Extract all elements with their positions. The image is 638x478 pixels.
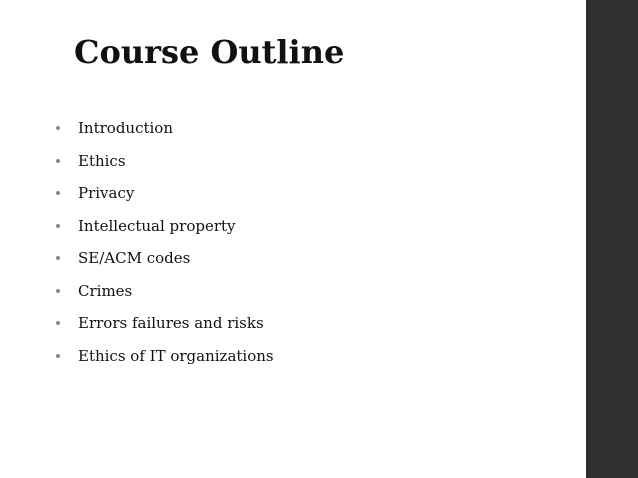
list-item-text: Ethics [78, 151, 126, 170]
list-item-text: Crimes [78, 281, 133, 300]
list-item-text: Errors failures and risks [78, 314, 264, 333]
bullet-dot-icon [56, 321, 60, 325]
bullet-dot-icon [56, 159, 60, 163]
bullet-list [54, 112, 274, 372]
list-item-text: SE/ACM codes [78, 249, 191, 268]
list-item [54, 145, 274, 178]
list-item-text: Introduction [78, 119, 173, 138]
list-item-text: Ethics of IT organizations [78, 346, 274, 365]
list-item [54, 307, 274, 340]
bullet-dot-icon [56, 354, 60, 358]
bullet-dot-icon [56, 126, 60, 130]
list-item [54, 275, 274, 308]
list-item [54, 177, 274, 210]
list-item [54, 242, 274, 275]
bullet-dot-icon [56, 224, 60, 228]
list-item [54, 340, 274, 373]
side-decoration-bar [586, 0, 638, 478]
bullet-dot-icon [56, 256, 60, 260]
slide-title: Course Outline [74, 33, 345, 71]
list-item-text: Intellectual property [78, 216, 236, 235]
bullet-dot-icon [56, 289, 60, 293]
list-item-text: Privacy [78, 184, 135, 203]
bullet-dot-icon [56, 191, 60, 195]
list-item [54, 112, 274, 145]
list-item [54, 210, 274, 243]
